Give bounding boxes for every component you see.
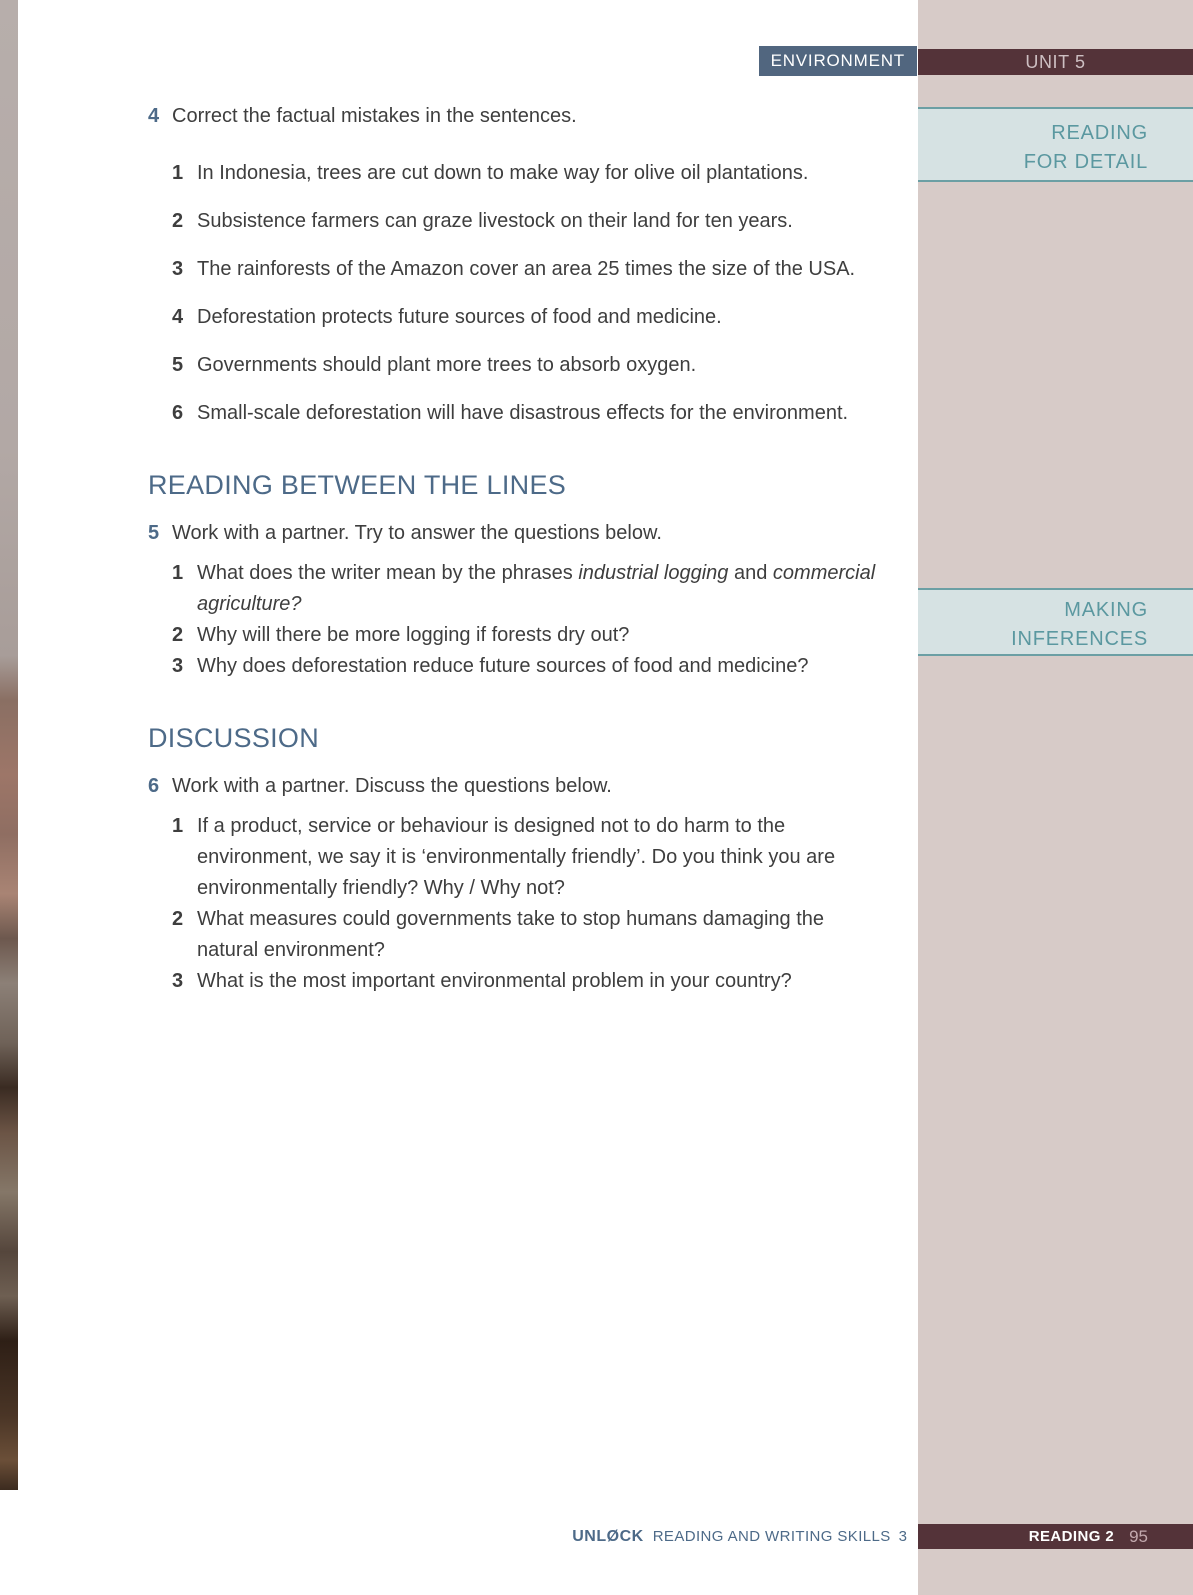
question-number: 3 [172, 970, 184, 992]
sidebar-callout-making-inferences [918, 588, 1193, 656]
environment-tag-label: ENVIRONMENT [770, 51, 905, 70]
question-item [172, 558, 888, 620]
question-text-run: If a product, service or behaviour is designed not to do harm to the environment, we say it is ‘environmentally friendly’. Do you think you are environmentally friendly? Why / Why not? [197, 815, 836, 899]
exercise-number: 6 [148, 775, 160, 797]
question-text-run: What does the writer mean by the phrases [197, 562, 579, 584]
environment-tag [759, 46, 917, 76]
question-text-italic: industrial logging [578, 562, 729, 584]
lock-o-icon: Ø [606, 1527, 620, 1545]
callout-line: INFERENCES [1011, 628, 1148, 650]
question-text [197, 254, 888, 285]
question-item [172, 966, 888, 997]
question-text-run: What is the most important environmental problem in your country? [197, 970, 792, 992]
sidebar-panel [918, 0, 1193, 1595]
footer-brand [572, 1524, 907, 1549]
exercise-number: 5 [148, 522, 160, 544]
question-text-run: Why does deforestation reduce future sources of food and medicine? [197, 655, 809, 677]
question-text [197, 904, 888, 966]
question-text [197, 966, 888, 997]
question-list [148, 558, 888, 682]
exercise-section [148, 468, 888, 682]
question-text-run: and [728, 562, 773, 584]
brand-series: READING AND WRITING SKILLS [652, 1528, 891, 1545]
question-text [197, 620, 888, 651]
question-item [172, 651, 888, 682]
footer-section-bar [918, 1524, 1193, 1549]
question-number: 4 [172, 306, 184, 328]
question-item [172, 158, 888, 189]
question-text [197, 398, 888, 429]
brand-logo: UNLØCK [572, 1527, 644, 1545]
question-item [172, 904, 888, 966]
question-list [148, 811, 888, 997]
prompt-text: Work with a partner. Try to answer the questions below. [172, 522, 662, 544]
callout-line: READING [1051, 122, 1148, 144]
question-text-run: Subsistence farmers can graze livestock on their land for ten years. [197, 210, 793, 232]
prompt-text: Correct the factual mistakes in the sentences. [172, 105, 577, 127]
question-number: 5 [172, 354, 184, 376]
unit-bar [918, 49, 1193, 75]
left-photo-strip [0, 0, 18, 1490]
question-text [197, 158, 888, 189]
page-number: 95 [1129, 1526, 1148, 1546]
question-number: 1 [172, 162, 184, 184]
question-text [197, 350, 888, 381]
question-item [172, 206, 888, 237]
question-text-run: Small-scale deforestation will have disastrous effects for the environment. [197, 402, 849, 424]
question-item [172, 811, 888, 904]
sidebar-callout-reading-for-detail [918, 107, 1193, 182]
question-number: 3 [172, 655, 184, 677]
question-number: 3 [172, 258, 184, 280]
prompt-text: Work with a partner. Discuss the questions below. [172, 775, 612, 797]
question-list [148, 158, 888, 429]
question-text-run: In Indonesia, trees are cut down to make way for olive oil plantations. [197, 162, 809, 184]
unit-label: UNIT 5 [1025, 51, 1086, 72]
question-item [172, 620, 888, 651]
exercise-prompt [148, 101, 888, 131]
question-text [197, 206, 888, 237]
question-item [172, 350, 888, 381]
exercise-section [148, 101, 888, 429]
question-number: 2 [172, 210, 184, 232]
question-text-run: Why will there be more logging if forests dry out? [197, 624, 630, 646]
section-heading: DISCUSSION [148, 723, 320, 753]
sections [148, 101, 888, 997]
question-text [197, 811, 888, 904]
question-text-run: What measures could governments take to stop humans damaging the natural environment? [197, 908, 825, 961]
question-text [197, 302, 888, 333]
question-text-run: The rainforests of the Amazon cover an area 25 times the size of the USA. [197, 258, 856, 280]
section-heading: READING BETWEEN THE LINES [148, 470, 567, 500]
exercise-number: 4 [148, 105, 160, 127]
exercise-prompt [148, 518, 888, 548]
page-content [148, 101, 888, 997]
question-number: 1 [172, 562, 184, 584]
brand-level: 3 [898, 1528, 907, 1545]
exercise-prompt [148, 771, 888, 801]
question-number: 6 [172, 402, 184, 424]
question-item [172, 254, 888, 285]
question-item [172, 398, 888, 429]
question-text [197, 651, 888, 682]
question-number: 1 [172, 815, 184, 837]
question-item [172, 302, 888, 333]
question-number: 2 [172, 624, 184, 646]
callout-line: FOR DETAIL [1023, 151, 1148, 173]
footer-section-label: READING 2 [1028, 1528, 1115, 1545]
callout-line: MAKING [1064, 599, 1148, 621]
question-number: 2 [172, 908, 184, 930]
question-text-italic: commercial agriculture? [197, 562, 876, 615]
question-text-run: Deforestation protects future sources of food and medicine. [197, 306, 722, 328]
question-text-run: Governments should plant more trees to absorb oxygen. [197, 354, 697, 376]
question-text [197, 558, 888, 620]
exercise-section [148, 721, 888, 997]
